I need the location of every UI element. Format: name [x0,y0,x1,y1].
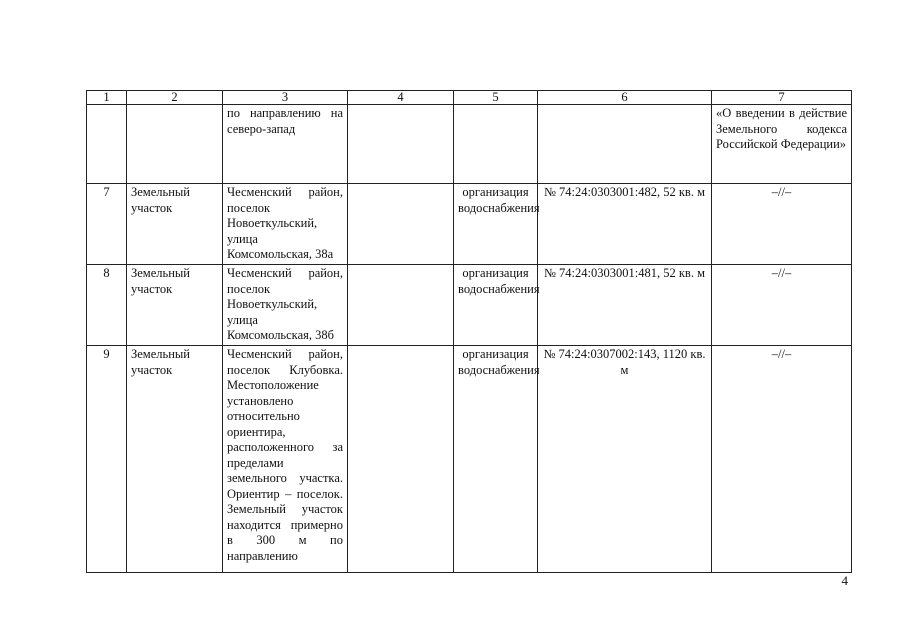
land-plots-table [86,90,852,573]
purpose [454,105,538,184]
row-number [87,105,127,184]
header-col-4: 4 [348,91,454,105]
row-number: 7 [87,184,127,265]
legal-basis: –//– [712,346,852,573]
object-type: Земельный участок [127,184,223,265]
cadastral-number: № 74:24:0303001:481, 52 кв. м [538,265,712,346]
empty-cell [348,346,454,573]
location: Чесменский район, поселок Новоеткульский, улица Комсомольская, 38б [223,265,348,346]
table-row [87,184,852,265]
location: Чесменский район, поселок Новоеткульский, улица Комсомольская, 38а [223,184,348,265]
header-col-3: 3 [223,91,348,105]
header-col-6: 6 [538,91,712,105]
empty-cell [348,265,454,346]
header-col-7: 7 [712,91,852,105]
object-type [127,105,223,184]
object-type: Земельный участок [127,346,223,573]
cadastral-number: № 74:24:0303001:482, 52 кв. м [538,184,712,265]
table-row [87,265,852,346]
header-col-1: 1 [87,91,127,105]
row-number: 9 [87,346,127,573]
location: по направлению на северо-запад [223,105,348,184]
empty-cell [348,105,454,184]
header-col-2: 2 [127,91,223,105]
table-row [87,105,852,184]
object-type: Земельный участок [127,265,223,346]
location: Чесменский район, поселок Клубовка. Местоположение установлено относительно ориентира, расположенного за пределами земельного участка. Ориентир – поселок. Земельный участок находится примерно в 300 м по направлению [223,346,348,573]
purpose: организация водоснабжения [454,346,538,573]
cadastral-number [538,105,712,184]
cadastral-number: № 74:24:0307002:143, 1120 кв. м [538,346,712,573]
purpose: организация водоснабжения [454,184,538,265]
table-row [87,346,852,573]
legal-basis: «О введении в действие Земельного кодекса Российской Федерации» [712,105,852,184]
empty-cell [348,184,454,265]
legal-basis: –//– [712,184,852,265]
table-header-row [87,91,852,105]
row-number: 8 [87,265,127,346]
legal-basis: –//– [712,265,852,346]
purpose: организация водоснабжения [454,265,538,346]
header-col-5: 5 [454,91,538,105]
page-number: 4 [841,573,848,588]
